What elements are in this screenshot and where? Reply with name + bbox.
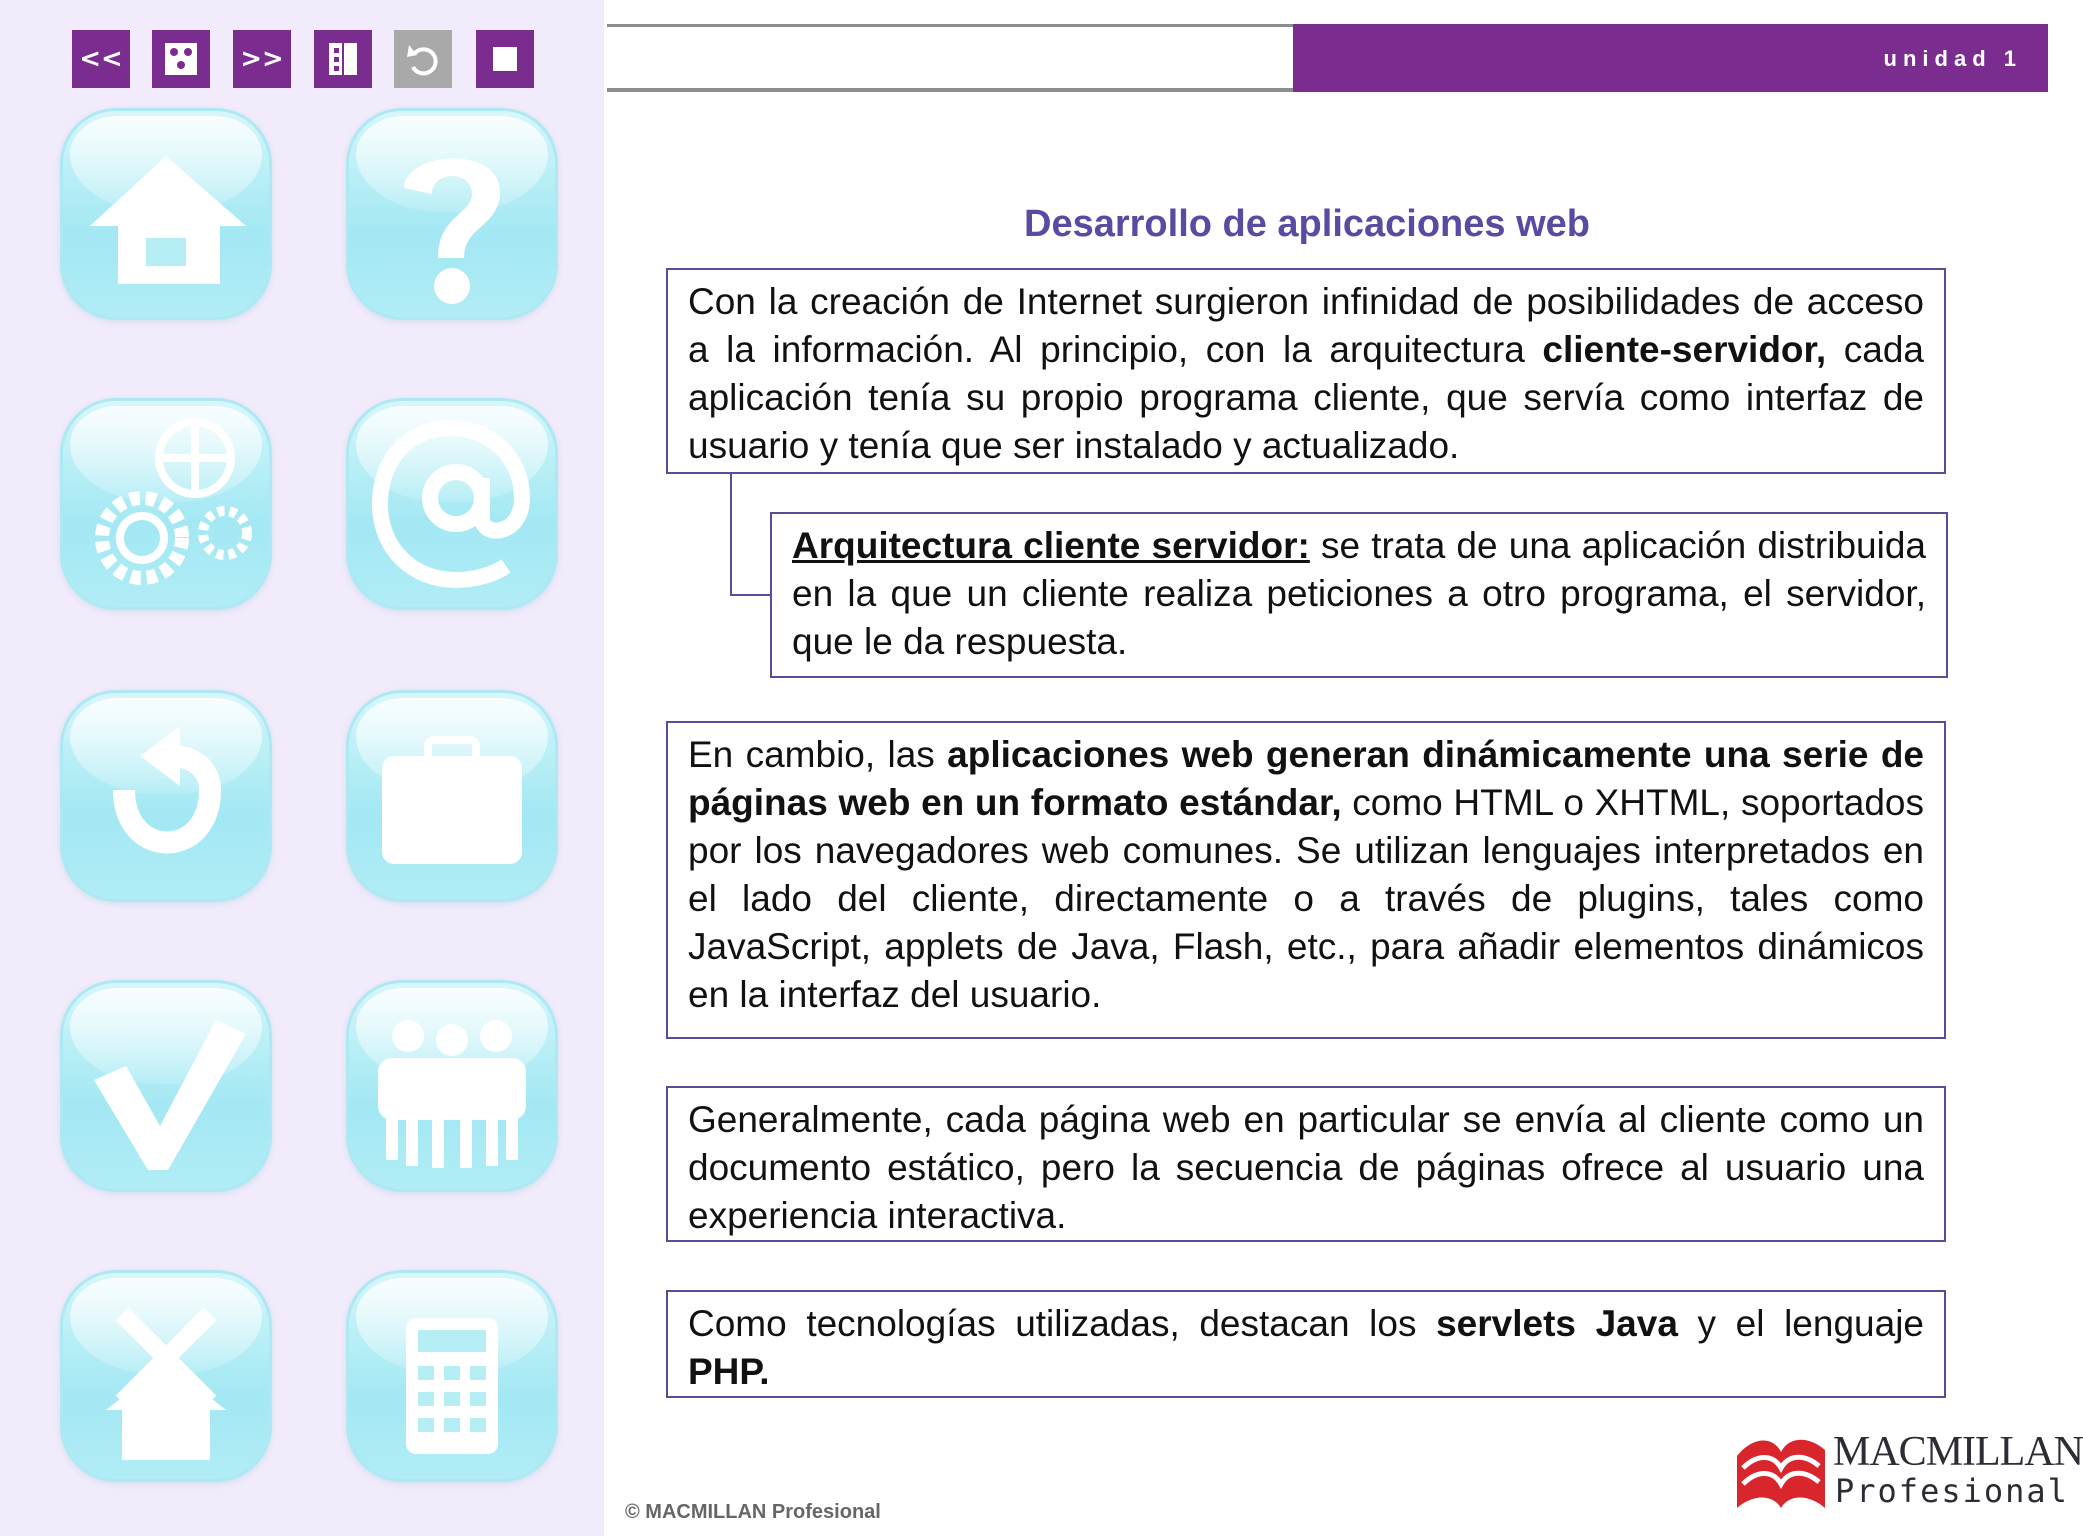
settings-tile[interactable] xyxy=(60,398,272,610)
intro-box xyxy=(666,268,1946,474)
contents-button[interactable] xyxy=(314,30,372,88)
stop-button[interactable] xyxy=(476,30,534,88)
people-icon xyxy=(346,980,558,1192)
email-tile[interactable] xyxy=(346,398,558,610)
logo-line-2: Profesional xyxy=(1835,1472,2069,1510)
static-pages-box xyxy=(666,1086,1946,1242)
unit-label: unidad 1 xyxy=(1883,46,2022,71)
web-apps-text-1: En cambio, las xyxy=(688,734,948,775)
technologies-text-1: Como tecnologías utilizadas, destacan los xyxy=(688,1303,1437,1344)
intro-text-2: cada aplicación tenía su propio programa cliente, que servía como interfaz de usuario y tenía que ser instalado y actualizado. xyxy=(688,329,1924,466)
list-icon xyxy=(327,41,359,77)
people-tile[interactable] xyxy=(346,980,558,1192)
exit-tile[interactable] xyxy=(60,1270,272,1482)
web-apps-term: aplicaciones web generan dinámicamente una serie de páginas web en un formato estándar, xyxy=(688,734,1924,823)
web-apps-text-2: como HTML o XHTML, soportados por los navegadores web comunes. Se utilizan lenguajes interpretados en el lado del cliente, directamente o a través de plugins, tales como JavaScript, applets de Java, Flash, etc., para añadir elementos dinámicos en la interfaz del usuario. xyxy=(688,782,1925,1015)
rewind-icon: << xyxy=(79,44,123,74)
definition-text: se trata de una aplicación distribuida en la que un cliente realiza peticiones a otro programa, el servidor, que le da respuesta. xyxy=(792,525,1926,662)
gears-icon xyxy=(60,398,272,610)
forward-icon: >> xyxy=(240,44,284,74)
intro-term: cliente-servidor, xyxy=(1542,329,1827,370)
macmillan-logo-mark xyxy=(1733,1428,1829,1514)
macmillan-logo xyxy=(1733,1428,2083,1514)
home-tile[interactable] xyxy=(60,108,272,320)
previous-button[interactable] xyxy=(72,30,130,88)
check-tile[interactable] xyxy=(60,980,272,1192)
at-sign-icon xyxy=(346,398,558,610)
technologies-term-2: PHP. xyxy=(688,1351,770,1392)
question-icon xyxy=(346,108,558,320)
checkmark-icon xyxy=(60,980,272,1192)
undo-icon xyxy=(403,39,443,79)
sidebar xyxy=(0,0,604,1536)
briefcase-icon xyxy=(346,690,558,902)
calculator-tile[interactable] xyxy=(346,1270,558,1482)
home-icon xyxy=(60,108,272,320)
copyright-text: © MACMILLAN Profesional xyxy=(625,1501,881,1523)
connector-line xyxy=(730,474,772,596)
help-tile[interactable] xyxy=(346,108,558,320)
technologies-text-2: y el lenguaje xyxy=(1677,1303,1924,1344)
page-title: Desarrollo de aplicaciones web xyxy=(1024,203,1590,245)
windmill-house-icon xyxy=(60,1270,272,1482)
web-apps-box xyxy=(666,721,1946,1039)
undo-button[interactable] xyxy=(394,30,452,88)
logo-line-1: MACMILLAN xyxy=(1833,1429,2083,1475)
briefcase-tile[interactable] xyxy=(346,690,558,902)
return-arrow-icon xyxy=(60,690,272,902)
next-button[interactable] xyxy=(233,30,291,88)
definition-term: Arquitectura cliente servidor: xyxy=(792,525,1310,566)
header-rule xyxy=(607,24,1293,92)
dice-icon xyxy=(163,41,199,77)
index-button[interactable] xyxy=(152,30,210,88)
intro-text-1: Con la creación de Internet surgieron infinidad de posibilidades de acceso a la información. Al principio, con la arquitectura xyxy=(688,281,1924,370)
return-tile[interactable] xyxy=(60,690,272,902)
technologies-box xyxy=(666,1290,1946,1398)
calculator-icon xyxy=(346,1270,558,1482)
definition-box xyxy=(770,512,1948,678)
stop-icon xyxy=(491,45,519,73)
unit-banner xyxy=(1293,24,2048,92)
static-pages-text: Generalmente, cada página web en particular se envía al cliente como un documento estático, pero la secuencia de páginas ofrece al usuario una experiencia interactiva. xyxy=(688,1099,1924,1236)
technologies-term-1: servlets Java xyxy=(1436,1303,1678,1344)
